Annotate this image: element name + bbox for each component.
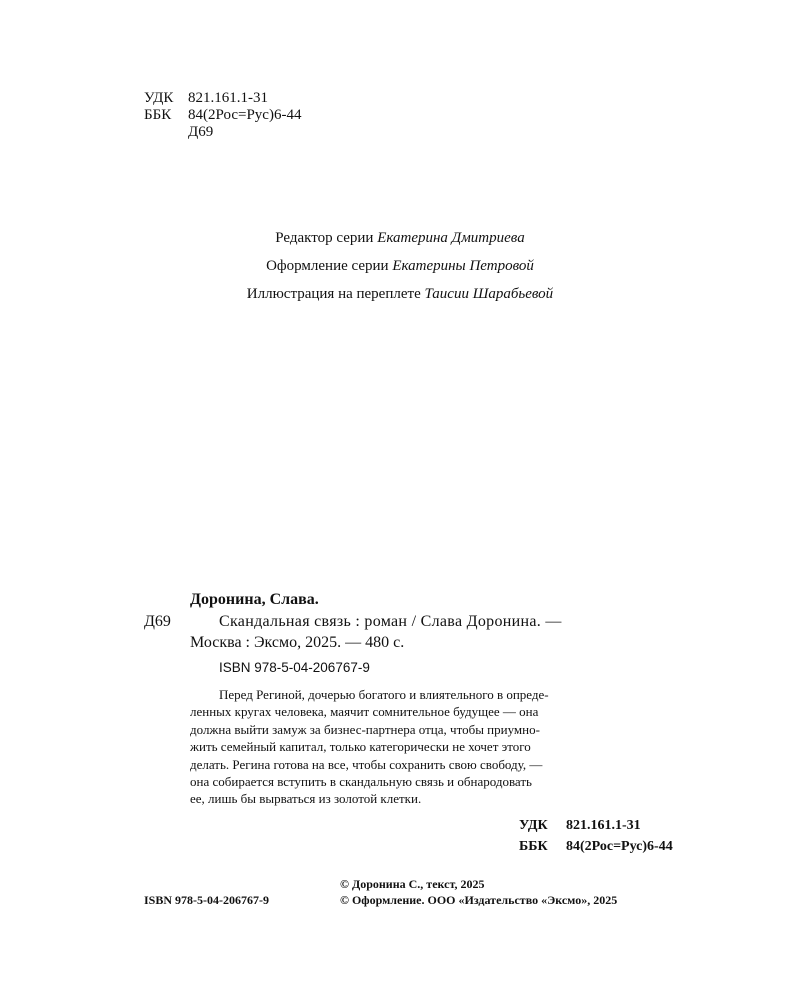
udk-label: УДК — [144, 90, 174, 106]
author-heading: Доронина, Слава. — [190, 591, 319, 608]
bbk-label: ББК — [519, 839, 548, 854]
credit-role: Оформление серии — [266, 258, 389, 274]
imprint-statement: Москва : Эксмо, 2025. — 480 с. — [190, 634, 405, 651]
credit-editor — [0, 230, 800, 247]
cutter-top — [144, 124, 213, 141]
credit-illustration — [0, 286, 800, 303]
classification-bottom — [519, 815, 673, 857]
annotation-line: ленных кругах человека, маячит сомнительное будущее — она — [190, 704, 539, 720]
copyright-design: © Оформление. ООО «Издательство «Эксмо», 2025 — [340, 893, 618, 907]
bbk-label: ББК — [144, 107, 172, 123]
udk-value: 821.161.1-31 — [188, 90, 268, 106]
credit-design — [0, 258, 800, 275]
annotation-line: делать. Регина готова на все, чтобы сохранить свою свободу, — — [190, 756, 543, 772]
udk-bottom — [519, 815, 673, 836]
isbn-record: ISBN 978-5-04-206767-9 — [219, 660, 370, 675]
credit-name: Таисии Шарабьевой — [424, 286, 554, 302]
udk-value: 821.161.1-31 — [566, 818, 641, 833]
annotation-line: она собирается вступить в скандальную связь и обнародовать — [190, 774, 532, 790]
cutter-code: Д69 — [144, 613, 171, 630]
annotation-line: жить семейный капитал, только категорически не хочет этого — [190, 739, 531, 755]
copyright-text: © Доронина С., текст, 2025 — [340, 877, 485, 891]
isbn-bottom: ISBN 978-5-04-206767-9 — [144, 893, 269, 907]
bbk-value: 84(2Рос=Рус)6-44 — [566, 839, 673, 854]
title-statement: Скандальная связь : роман / Слава Доронина. — — [219, 613, 562, 630]
annotation-line: должна выйти замуж за бизнес-партнера отца, чтобы приумно- — [190, 721, 540, 737]
credit-role: Иллюстрация на переплете — [246, 286, 421, 302]
udk-label: УДК — [519, 818, 548, 833]
udk-top — [144, 90, 268, 107]
credit-name: Екатерина Дмитриева — [377, 230, 525, 246]
cutter-value: Д69 — [188, 124, 214, 140]
credit-name: Екатерины Петровой — [392, 258, 534, 274]
credit-role: Редактор серии — [275, 230, 374, 246]
bbk-top — [144, 107, 301, 124]
bbk-value: 84(2Рос=Рус)6-44 — [188, 107, 302, 123]
annotation — [190, 686, 720, 808]
bbk-bottom — [519, 836, 673, 857]
annotation-line: ее, лишь бы вырваться из золотой клетки. — [190, 791, 422, 807]
annotation-line: Перед Региной, дочерью богатого и влиятельного в опреде- — [219, 687, 549, 702]
